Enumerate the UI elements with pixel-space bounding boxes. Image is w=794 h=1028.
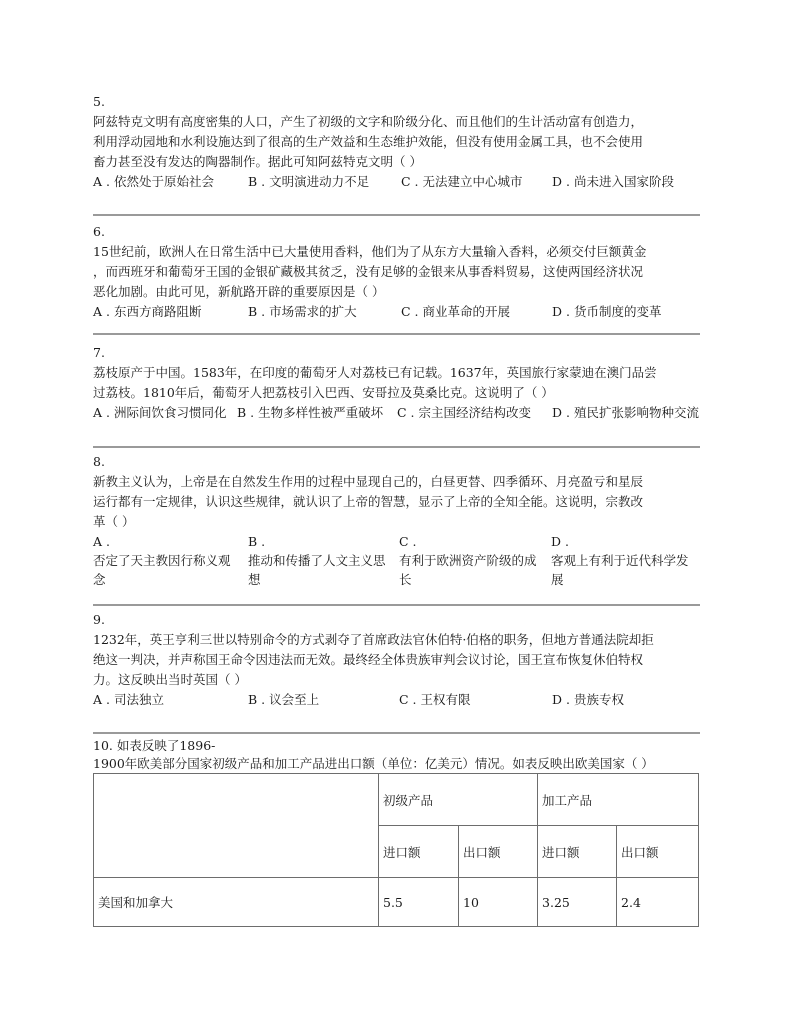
answer-options (93, 403, 700, 423)
option-label: D . (551, 534, 569, 549)
option-a[interactable]: A . 司法独立 (93, 692, 164, 707)
option-text-line: 念 (93, 572, 106, 587)
question-number: 9. (93, 612, 105, 627)
question-text-line: 阿兹特克文明有高度密集的人口，产生了初级的文字和阶级分化、而且他们的生计活动富有创造力， (93, 114, 644, 129)
option-d[interactable]: D . 殖民扩张影响物种交流 (552, 405, 699, 420)
question-10 (93, 737, 700, 773)
question-text-line: 力。这反映出当时英国（ ） (93, 672, 247, 687)
question-text-line: 恶化加剧。由此可见，新航路开辟的重要原因是（ ） (93, 284, 385, 299)
table-subheader: 出口额 (617, 826, 699, 878)
answer-options (93, 172, 700, 192)
option-b[interactable]: B . 议会至上 (248, 692, 320, 707)
answer-options (93, 302, 700, 322)
option-c[interactable]: C . 商业革命的开展 (401, 304, 510, 319)
question-7 (93, 343, 700, 423)
option-d[interactable]: D . 贵族专权 (552, 692, 624, 707)
option-text-line: 展 (551, 572, 564, 587)
question-9 (93, 610, 700, 710)
table-group-header: 加工产品 (538, 774, 699, 826)
table-row-label: 美国和加拿大 (94, 878, 379, 927)
question-text-line: 革（ ） (93, 514, 135, 529)
option-text-line: 长 (399, 572, 412, 587)
option-label: B . (248, 534, 266, 549)
question-text-line: 10. 如表反映了1896- (93, 738, 216, 753)
option-b[interactable]: B . 文明演进动力不足 (248, 174, 370, 189)
question-8 (93, 452, 700, 590)
table-row (94, 878, 699, 927)
option-text-line: 否定了天主教因行称义观 (93, 553, 231, 568)
option-b[interactable]: B . 生物多样性被严重破坏 (237, 405, 384, 420)
question-text-line: ，而西班牙和葡萄牙王国的金银矿藏极其贫乏，没有足够的金银来从事香料贸易，这使两国经济状况 (93, 264, 644, 279)
question-number: 7. (93, 345, 105, 360)
table-cell: 5.5 (379, 878, 459, 927)
option-b[interactable]: B . 市场需求的扩大 (248, 304, 357, 319)
option-text-line: 有利于欧洲资产阶级的成 (399, 553, 537, 568)
answer-options (93, 532, 700, 590)
question-text-line: 运行都有一定规律，认识这些规律，就认识了上帝的智慧，显示了上帝的全知全能。这说明，宗教改 (93, 494, 644, 509)
option-c[interactable]: C . 无法建立中心城市 (401, 174, 523, 189)
option-b[interactable] (248, 532, 386, 589)
option-c[interactable] (399, 532, 537, 589)
option-text-line: 客观上有利于近代科学发 (551, 553, 689, 568)
question-text-line: 荔枝原产于中国。1583年，在印度的葡萄牙人对荔枝已有记载。1637年，英国旅行家蒙迪在澳门品尝 (93, 365, 657, 380)
option-d[interactable]: D . 尚未进入国家阶段 (552, 174, 674, 189)
question-number: 5. (93, 94, 105, 109)
option-a[interactable]: A . 东西方商路阻断 (93, 304, 202, 319)
option-d[interactable]: D . 货币制度的变革 (552, 304, 662, 319)
question-text-line: 15世纪前，欧洲人在日常生活中已大量使用香料，他们为了从东方大量输入香料，必须交付巨额黄金 (93, 244, 647, 259)
table-group-header: 初级产品 (379, 774, 538, 826)
question-text-line: 1900年欧美部分国家初级产品和加工产品进出口额（单位：亿美元）情况。如表反映出欧美国家（ ） (93, 756, 654, 771)
option-text-line: 推动和传播了人文主义思 (248, 553, 386, 568)
divider (93, 604, 700, 606)
table-cell: 10 (459, 878, 538, 927)
divider (93, 446, 700, 448)
option-text-line: 想 (248, 572, 261, 587)
question-5 (93, 92, 700, 192)
table-subheader: 出口额 (459, 826, 538, 878)
option-a[interactable]: A . 依然处于原始社会 (93, 174, 214, 189)
divider (93, 214, 700, 216)
divider (93, 333, 700, 335)
question-text-line: 新教主义认为，上帝是在自然发生作用的过程中显现自己的，白昼更替、四季循环、月亮盈亏和星辰 (93, 474, 644, 489)
table-corner-cell (94, 774, 379, 878)
option-label: C . (399, 534, 417, 549)
question-6 (93, 222, 700, 322)
option-a[interactable]: A . 洲际间饮食习惯同化 (93, 405, 227, 420)
question-text-line: 1232年，英王亨利三世以特别命令的方式剥夺了首席政法官休伯特·伯格的职务，但地方普通法院却拒 (93, 632, 654, 647)
question-text-line: 过荔枝。1810年后，葡萄牙人把荔枝引入巴西、安哥拉及莫桑比克。这说明了（ ） (93, 385, 554, 400)
table-subheader: 进口额 (379, 826, 459, 878)
option-label: A . (93, 534, 110, 549)
table-subheader: 进口额 (538, 826, 617, 878)
answer-options (93, 690, 700, 710)
question-number: 6. (93, 224, 105, 239)
table-cell: 2.4 (617, 878, 699, 927)
question-number: 8. (93, 454, 105, 469)
question-text-line: 畜力甚至没有发达的陶器制作。据此可知阿兹特克文明（ ） (93, 154, 422, 169)
option-c[interactable]: C . 王权有限 (399, 692, 471, 707)
question-text-line: 绝这一判决，并声称国王命令因违法而无效。最终经全体贵族审判会议讨论，国王宣布恢复休伯特权 (93, 652, 644, 667)
option-c[interactable]: C . 宗主国经济结构改变 (397, 405, 531, 420)
divider (93, 732, 700, 734)
option-d[interactable] (551, 532, 689, 589)
question-text-line: 利用浮动园地和水利设施达到了很高的生产效益和生态维护效能，但没有使用金属工具，也不会使用 (93, 134, 644, 149)
option-a[interactable] (93, 532, 231, 589)
table-header-row (94, 774, 699, 826)
table-cell: 3.25 (538, 878, 617, 927)
data-table (93, 773, 699, 927)
